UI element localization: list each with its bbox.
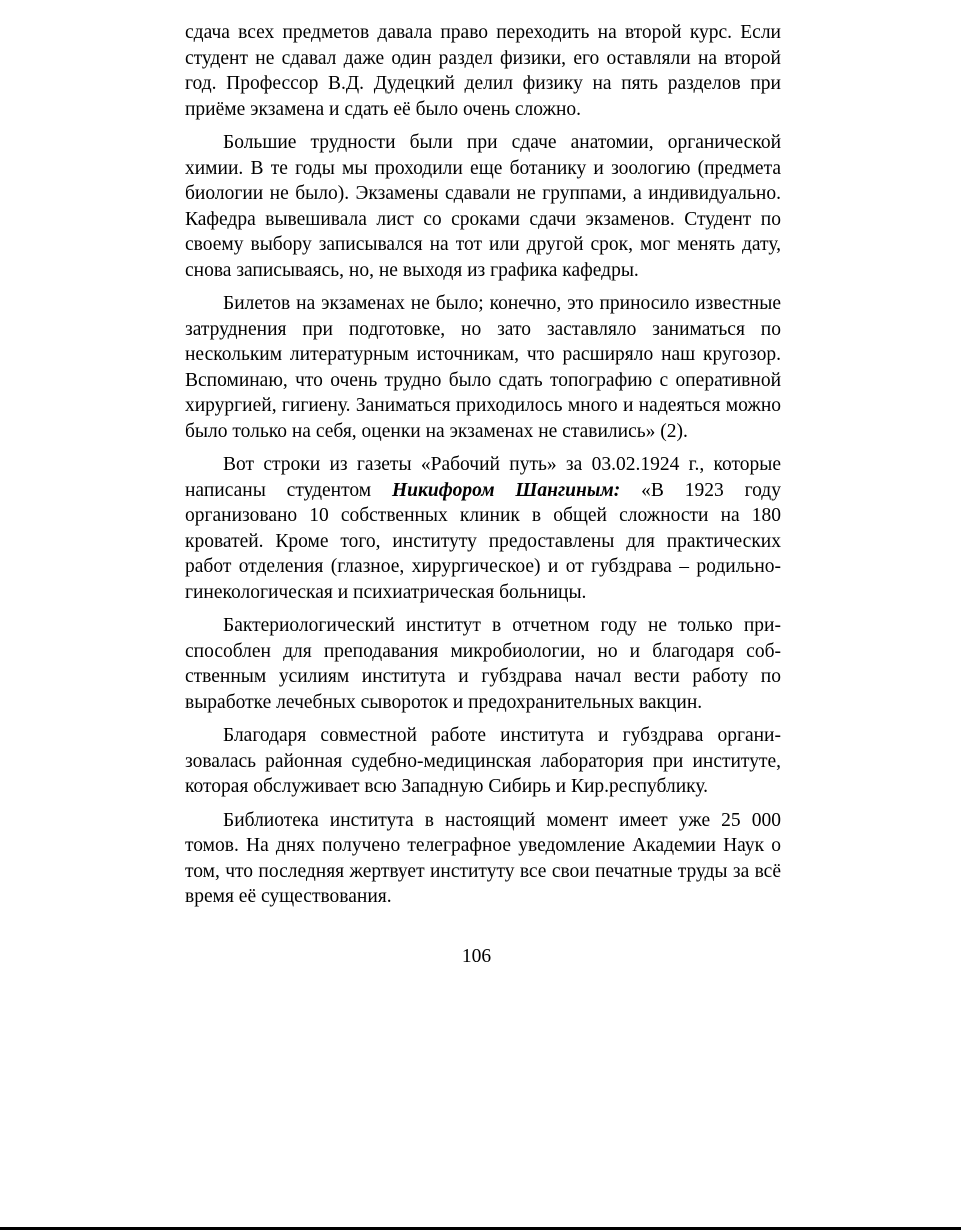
paragraph-exam-rules: сдача всех предметов давала право переходить на второй курс. Если студент не сдавал даже один раздел физики, его оставляли на второй год. Профессор В.Д. Дудецкий делил физику на пять разделов при приёме экзамена и сдать её было очень сложно. — [185, 22, 781, 120]
page-body — [185, 20, 781, 910]
paragraph-newspaper-quote — [185, 452, 781, 605]
quote-intro-text: Вот строки из газеты «Рабочий путь» за 03.02.1924 г., которые написаны студентом — [185, 454, 781, 501]
paragraph-bacteriology: Бактериологический институт в отчетном году не только приспособлен для преподавания микробиологии, но и благодаря собственным усилиям института и губздрава начал вести работу по выработке лечебных сывороток и предохранительных вакцин. — [185, 615, 781, 713]
paragraph-library: Библиотека института в настоящий момент имеет уже 25 000 томов. На днях получено телеграфное уведомление Академии Наук о том, что последняя жертвует институту все свои печатные труды за всё время её существования. — [185, 809, 781, 907]
student-name: Никифором Шангиным: — [391, 479, 621, 501]
paragraph-forensic-lab: Благодаря совместной работе института и губздрава организовалась районная судебно-медицинская лаборатория при институте, которая обслуживает всю Западную Сибирь и Кир.республику. — [185, 725, 781, 797]
quote-body-text: «В 1923 году организовано 10 собственных клиник в общей сложности на 180 кроватей. Кроме того, институту предоставлены для практических работ отделения (глазное, хирургическое) и от губздрава – родильно-гинекологическая и психиатрическая больницы. — [185, 479, 781, 603]
page-number: 106 — [461, 946, 492, 967]
paragraph-difficulties: Большие трудности были при сдаче анатомии, органической химии. В те годы мы проходили еще ботанику и зоологию (предмета биологии не было). Экзамены сдавали не группами, а индивидуально. Кафедра вывешивала лист со сроками сдачи экзаменов. Студент по своему выбору записывался на тот или другой срок, мог менять дату, снова записываясь, но, не выходя из графика кафедры. — [185, 132, 781, 281]
paragraph-no-tickets: Билетов на экзаменах не было; конечно, это приносило известные затруднения при подготовке, но зато заставляло заниматься по нескольким литературным источникам, что расширяло наш кругозор. Вспоминаю, что очень трудно было сдать топографию с оперативной хирургией, гигиену. Заниматься приходилось много и надеяться можно было только на себя, оценки на экзаменах не ставились» (2). — [185, 293, 781, 442]
